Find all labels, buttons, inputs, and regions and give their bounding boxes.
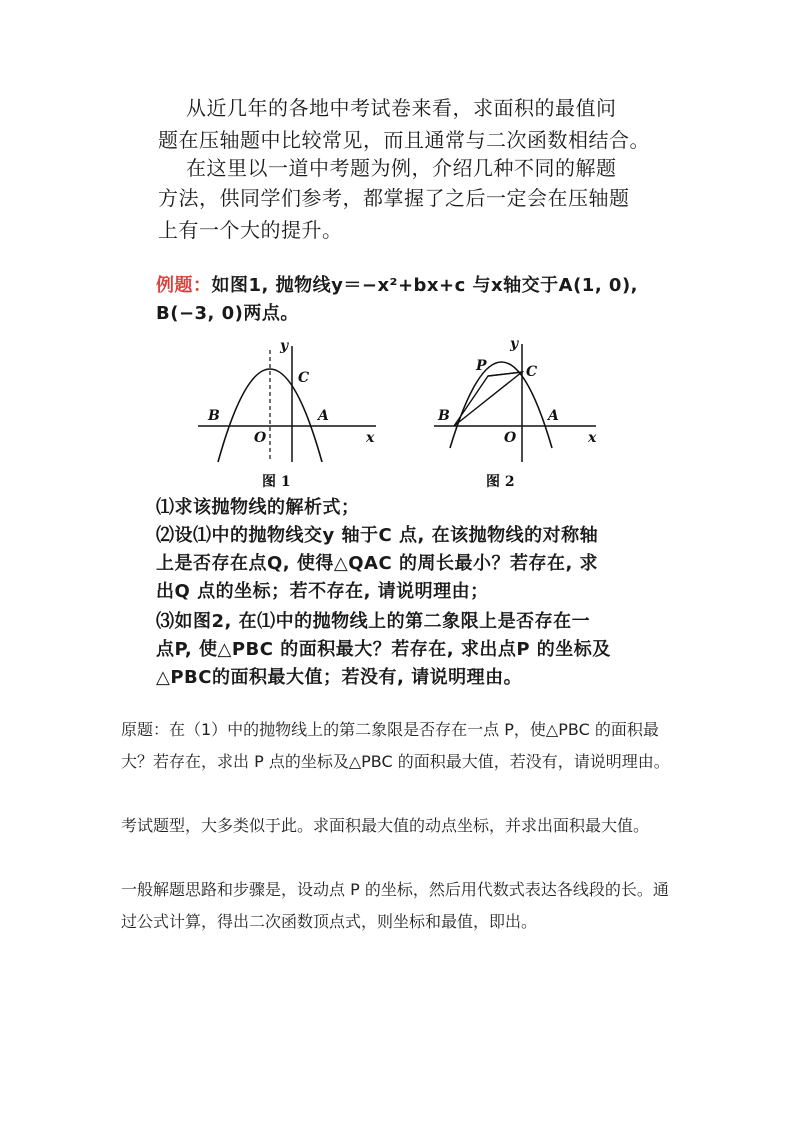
fig2-label-x: x [588,430,597,446]
fig2-label-p: P [476,358,487,374]
fig1-label-b: B [208,408,220,424]
fig2-label-y: y [510,336,519,352]
question-line-7: △PBC的面积最大值；若没有, 请说明理由。 [156,667,523,688]
question-line-5: ⑶如图2, 在⑴中的抛物线上的第二象限上是否存在一 [156,611,591,632]
fig2-caption: 图 2 [486,474,515,490]
paragraph-question-type: 考试题型，大多类似于此。求面积最大值的动点坐标，并求出面积最大值。 [121,816,650,835]
intro-line-3: 在这里以一道中考题为例，介绍几种不同的解题 [186,156,617,180]
intro-line-5: 上有一个大的提升。 [158,218,343,242]
fig1-label-y: y [280,338,289,354]
example-label: 例题： [156,275,212,296]
intro-line-4: 方法，供同学们参考，都掌握了之后一定会在压轴题 [158,186,630,210]
example-line-2: B(−3, 0)两点。 [156,303,299,324]
question-line-4: 出Q 点的坐标；若不存在, 请说明理由； [156,581,489,602]
paragraph-solution-approach: 一般解题思路和步骤是，设动点 P 的坐标，然后用代数式表达各线段的长。通过公式计算，得出二次函数顶点式，则坐标和最值，即出。 [121,880,669,931]
question-line-3: 上是否存在点Q, 使得△QAC 的周长最小？若存在, 求 [156,553,599,574]
fig1-label-x: x [366,430,375,446]
figure-2 [434,336,597,490]
figures [186,336,606,496]
fig1-label-c: C [298,370,310,386]
question-line-6: 点P, 使△PBC 的面积最大？若存在, 求出点P 的坐标及 [156,639,611,660]
example-line-1 [156,272,638,300]
intro-line-2: 题在压轴题中比较常见，而且通常与二次函数相结合。 [158,128,650,152]
fig2-label-c: C [526,364,538,380]
fig1-caption: 图 1 [262,474,291,490]
example-text-1: 如图1, 抛物线y＝−x²+bx+c 与x轴交于A(1, 0), [211,275,639,296]
fig1-label-a: A [318,408,329,424]
paragraph-original-question: 原题：在（1）中的抛物线上的第二象限是否存在一点 P，使△PBC 的面积最大？若存在，求出 P 点的坐标及△PBC 的面积最大值，若没有，请说明理由。 [121,720,670,771]
question-line-1: ⑴求该抛物线的解析式； [156,497,360,518]
figure-1 [198,338,376,490]
fig2-label-b: B [438,408,450,424]
question-line-2: ⑵设⑴中的抛物线交y 轴于C 点, 在该抛物线的对称轴 [156,525,599,546]
intro-line-1: 从近几年的各地中考试卷来看，求面积的最值问 [186,96,617,120]
fig1-label-o: O [254,430,267,446]
scanned-problem-image [146,84,650,694]
fig2-label-a: A [548,408,559,424]
fig2-label-o: O [504,430,517,446]
